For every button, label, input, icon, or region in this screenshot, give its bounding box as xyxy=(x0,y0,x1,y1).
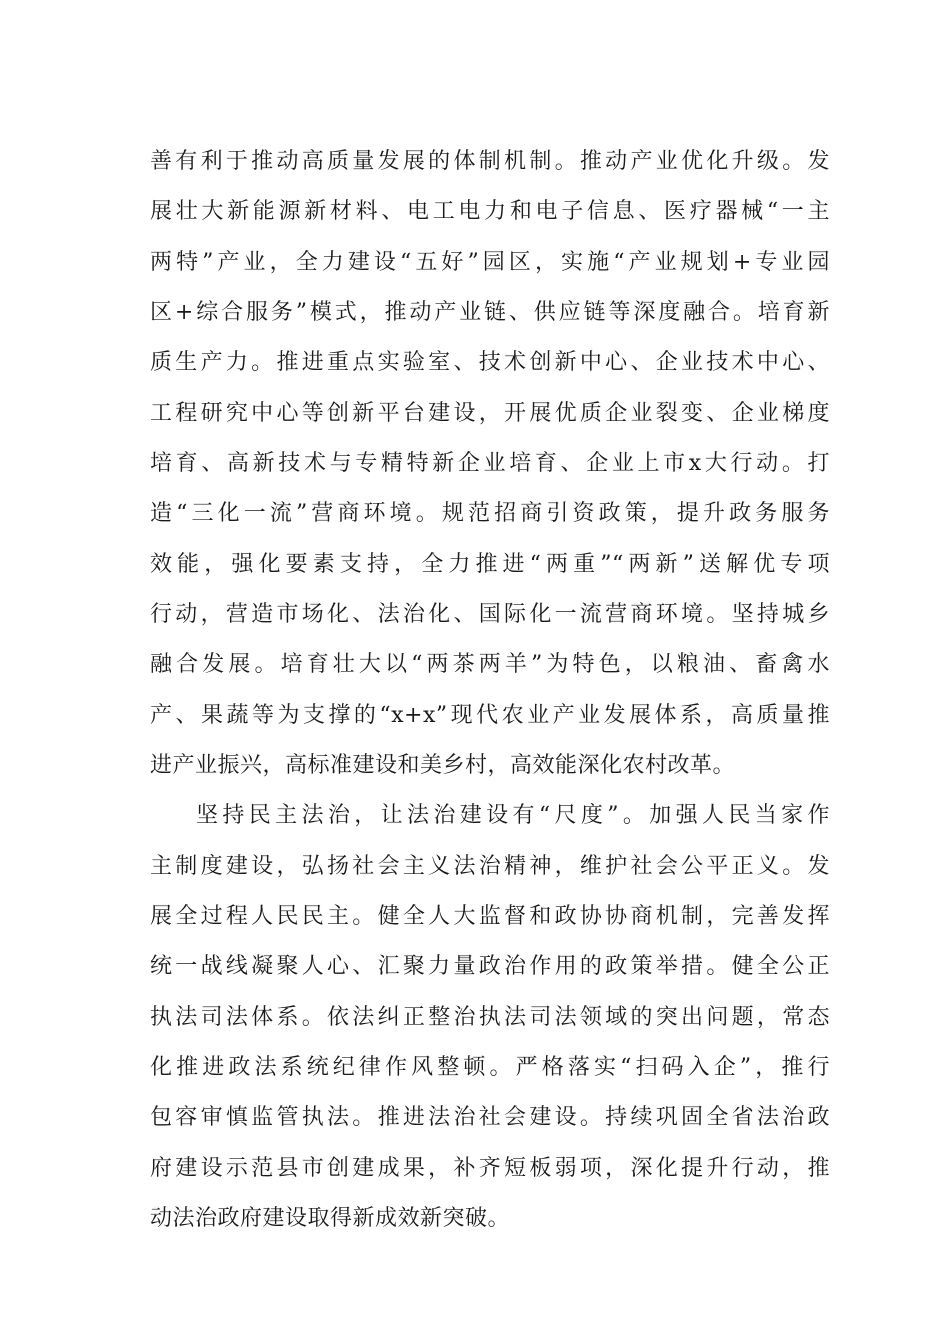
paragraph-line: 效能，强化要素支持，全力推进“两重”“两新”送解优专项 xyxy=(150,552,830,577)
paragraph-line: 化推进政法系统纪律作风整顿。严格落实“扫码入企”，推行 xyxy=(150,1055,830,1080)
paragraph-line: 质生产力。推进重点实验室、技术创新中心、企业技术中心、 xyxy=(150,350,830,375)
paragraph-line: 展壮大新能源新材料、电工电力和电子信息、医疗器械“一主 xyxy=(150,199,830,224)
paragraph-line: 工程研究中心等创新平台建设，开展优质企业裂变、企业梯度 xyxy=(150,401,830,426)
paragraph-line: 展全过程人民民主。健全人大监督和政协协商机制，完善发挥 xyxy=(150,904,830,929)
paragraph-line: 培育、高新技术与专精特新企业培育、企业上市x大行动。打 xyxy=(150,451,830,476)
paragraph-line: 造“三化一流”营商环境。规范招商引资政策，提升政务服务 xyxy=(150,501,830,526)
paragraph-line: 行动，营造市场化、法治化、国际化一流营商环境。坚持城乡 xyxy=(150,602,830,627)
paragraph-line: 包容审慎监管执法。推进法治社会建设。持续巩固全省法治政 xyxy=(150,1105,830,1130)
paragraph-line: 主制度建设，弘扬社会主义法治精神，维护社会公平正义。发 xyxy=(150,854,830,879)
paragraph-line: 府建设示范县市创建成果，补齐短板弱项，深化提升行动，推 xyxy=(150,1156,830,1181)
paragraph-line: 进产业振兴，高标准建设和美乡村，高效能深化农村改革。 xyxy=(150,753,736,778)
paragraph-line: 区+综合服务”模式，推动产业链、供应链等深度融合。培育新 xyxy=(150,300,830,325)
paragraph-line: 坚持民主法治，让法治建设有“尺度”。加强人民当家作 xyxy=(196,803,830,828)
paragraph-line: 融合发展。培育壮大以“两茶两羊”为特色，以粮油、畜禽水 xyxy=(150,652,830,677)
paragraph-line: 两特”产业，全力建设“五好”园区，实施“产业规划+专业园 xyxy=(150,250,830,275)
paragraph-line: 执法司法体系。依法纠正整治执法司法领域的突出问题，常态 xyxy=(150,1005,830,1030)
paragraph-line: 统一战线凝聚人心、汇聚力量政治作用的政策举措。健全公正 xyxy=(150,954,830,979)
paragraph-line: 动法治政府建设取得新成效新突破。 xyxy=(150,1206,511,1231)
paragraph-line: 产、果蔬等为支撑的“x+x”现代农业产业发展体系，高质量推 xyxy=(150,703,830,728)
paragraph-line: 善有利于推动高质量发展的体制机制。推动产业优化升级。发 xyxy=(150,149,830,174)
